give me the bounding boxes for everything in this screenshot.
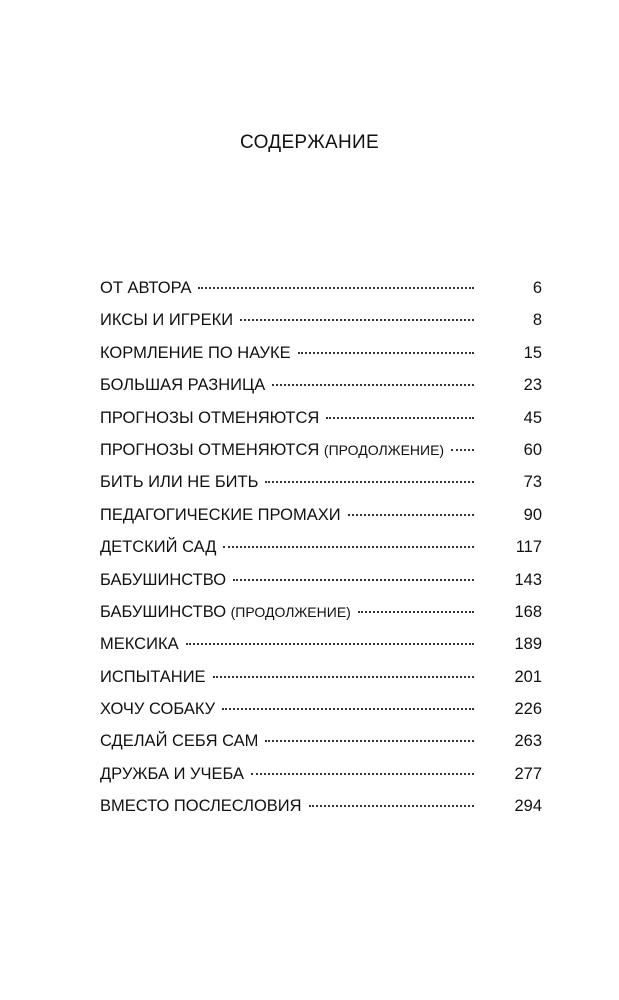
toc-dot-leader xyxy=(186,643,474,645)
toc-dot-leader xyxy=(358,611,474,613)
toc-page-number: 294 xyxy=(514,797,542,816)
toc-entry-title: ХОЧУ СОБАКУ xyxy=(100,700,216,719)
toc-entry[interactable] xyxy=(100,568,542,600)
toc-dot-leader xyxy=(451,449,474,451)
toc-dot-leader xyxy=(213,676,474,678)
toc-entry[interactable] xyxy=(100,729,542,761)
toc-entry[interactable] xyxy=(100,535,542,567)
toc-entry-title: БАБУШИНСТВО xyxy=(100,570,227,589)
toc-entry-title: ВМЕСТО ПОСЛЕСЛОВИЯ xyxy=(100,797,302,816)
toc-entry-title: БОЛЬШАЯ РАЗНИЦА xyxy=(100,376,266,395)
toc-entry-note: (ПРОДОЛЖЕНИЕ) xyxy=(323,441,445,458)
toc-page-number: 143 xyxy=(514,570,542,589)
toc-entry[interactable] xyxy=(100,697,542,729)
toc-page-number: 201 xyxy=(514,667,542,686)
toc-entry-title: КОРМЛЕНИЕ ПО НАУКЕ xyxy=(100,343,291,362)
toc-dot-leader xyxy=(251,773,474,775)
toc-page-number: 8 xyxy=(532,311,542,330)
toc-entry[interactable] xyxy=(100,308,542,340)
toc-page-number: 168 xyxy=(514,602,542,621)
toc-dot-leader xyxy=(298,352,474,354)
toc-page-number: 189 xyxy=(514,635,542,654)
toc-dot-leader xyxy=(265,740,474,742)
toc-dot-leader xyxy=(198,287,474,289)
toc-page-number: 73 xyxy=(523,473,542,492)
toc-entry[interactable] xyxy=(100,276,542,308)
toc-page-number: 263 xyxy=(514,732,542,751)
toc-page-number: 90 xyxy=(523,505,542,524)
toc-entry-title: ДРУЖБА И УЧЕБА xyxy=(100,764,244,783)
toc-page-number: 60 xyxy=(523,440,542,459)
toc-entry-title xyxy=(100,600,351,624)
toc-entry-title: СДЕЛАЙ СЕБЯ САМ xyxy=(100,732,259,751)
toc-dot-leader xyxy=(272,384,474,386)
toc-page-number: 23 xyxy=(523,376,542,395)
toc-entry[interactable] xyxy=(100,373,542,405)
toc-page-number: 15 xyxy=(523,343,542,362)
toc-entry[interactable] xyxy=(100,600,542,632)
toc-page-number: 117 xyxy=(515,538,542,557)
toc-page-number: 45 xyxy=(523,408,542,427)
toc-entry-title: БИТЬ ИЛИ НЕ БИТЬ xyxy=(100,473,259,492)
toc-dot-leader xyxy=(240,319,474,321)
toc-entry[interactable] xyxy=(100,632,542,664)
toc-entry[interactable] xyxy=(100,438,542,470)
toc-page-number: 6 xyxy=(532,279,542,297)
toc-entry[interactable] xyxy=(100,665,542,697)
toc-entry-title: МЕКСИКА xyxy=(100,635,179,654)
toc-entry-title-text: БАБУШИНСТВО xyxy=(100,602,227,621)
toc-entry[interactable] xyxy=(100,762,542,794)
toc-entry-title: ПРОГНОЗЫ ОТМЕНЯЮТСЯ xyxy=(100,408,320,427)
toc-entry-title xyxy=(100,438,444,462)
toc-entry-title-text: ПРОГНОЗЫ ОТМЕНЯЮТСЯ xyxy=(100,440,320,459)
toc-dot-leader xyxy=(233,579,474,581)
toc-entry-title: ИКСЫ И ИГРЕКИ xyxy=(100,311,234,330)
toc-dot-leader xyxy=(265,481,474,483)
toc-page-number: 226 xyxy=(514,700,542,719)
toc-entry-note: (ПРОДОЛЖЕНИЕ) xyxy=(230,603,351,620)
toc-dot-leader xyxy=(348,514,474,516)
toc-page-number: 277 xyxy=(514,764,542,783)
toc-entry-title: ИСПЫТАНИЕ xyxy=(100,667,206,686)
toc-entry-title: ДЕТСКИЙ САД xyxy=(100,538,217,557)
toc-entry[interactable] xyxy=(100,341,542,373)
toc-entry-title: ОТ АВТОРА xyxy=(100,279,192,297)
toc-entry[interactable] xyxy=(100,406,542,438)
page-title: СОДЕРЖАНИЕ xyxy=(240,132,379,153)
toc-dot-leader xyxy=(326,417,474,419)
toc-entry[interactable] xyxy=(100,470,542,502)
toc-entry[interactable] xyxy=(100,794,542,826)
toc-entry-title: ПЕДАГОГИЧЕСКИЕ ПРОМАХИ xyxy=(100,505,341,524)
table-of-contents xyxy=(100,276,542,827)
toc-dot-leader xyxy=(222,708,474,710)
toc-dot-leader xyxy=(309,805,474,807)
toc-dot-leader xyxy=(223,546,474,548)
toc-entry[interactable] xyxy=(100,503,542,535)
